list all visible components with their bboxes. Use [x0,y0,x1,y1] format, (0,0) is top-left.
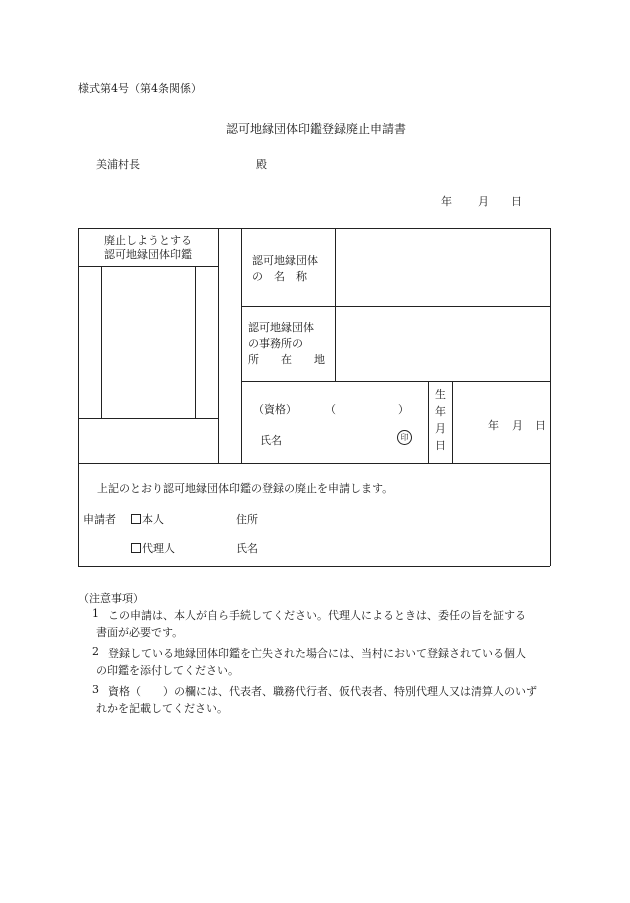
seal-mark-icon: 印 [397,430,412,445]
address-label: 住所 [236,513,258,526]
applicant-agent-option[interactable]: 代理人 [131,540,175,556]
document-title: 認可地縁団体印鑑登録廃止申請書 [226,122,407,136]
date-month-label: 月 [478,195,489,208]
notes-heading: （注意事項） [78,592,144,605]
applicant-self-option[interactable]: 本人 [131,511,164,527]
qualification-paren-close: ） [398,403,409,416]
application-statement: 上記のとおり認可地縁団体印鑑の登録の廃止を申請します。 [97,482,394,495]
date-year-label: 年 [441,195,452,208]
birth-year-label: 年 [488,419,499,432]
representative-name-field[interactable] [300,428,390,450]
representative-name-label: 氏名 [260,434,282,447]
applicant-name-label: 氏名 [236,542,258,555]
honorific: 殿 [256,158,267,171]
seal-box-label: 廃止しようとする 認可地縁団体印鑑 [104,234,192,261]
qualification-paren-open: （ [325,403,336,416]
birth-month-label: 月 [512,419,523,432]
applicant-name-field[interactable] [268,535,538,555]
org-office-label: 認可地縁団体 の事務所の 所 在 地 [248,321,325,366]
org-name-field[interactable] [336,229,549,305]
applicant-label: 申請者 [83,513,116,526]
form-number: 様式第4号（第4条関係） [78,82,202,95]
seal-impression-area[interactable] [102,267,194,417]
birth-date-label: 生 年 月 日 [435,388,446,452]
agent-checkbox[interactable] [131,543,141,553]
qualification-label: （資格） [253,403,297,416]
addressee: 美浦村長 [96,158,140,171]
address-field[interactable] [268,506,538,526]
qualification-field[interactable] [334,398,394,418]
org-office-field[interactable] [336,307,549,380]
birth-day-label: 日 [535,419,546,432]
self-checkbox[interactable] [131,514,141,524]
org-name-label: 認可地縁団体 の 名 称 [252,254,318,283]
date-day-label: 日 [511,195,522,208]
